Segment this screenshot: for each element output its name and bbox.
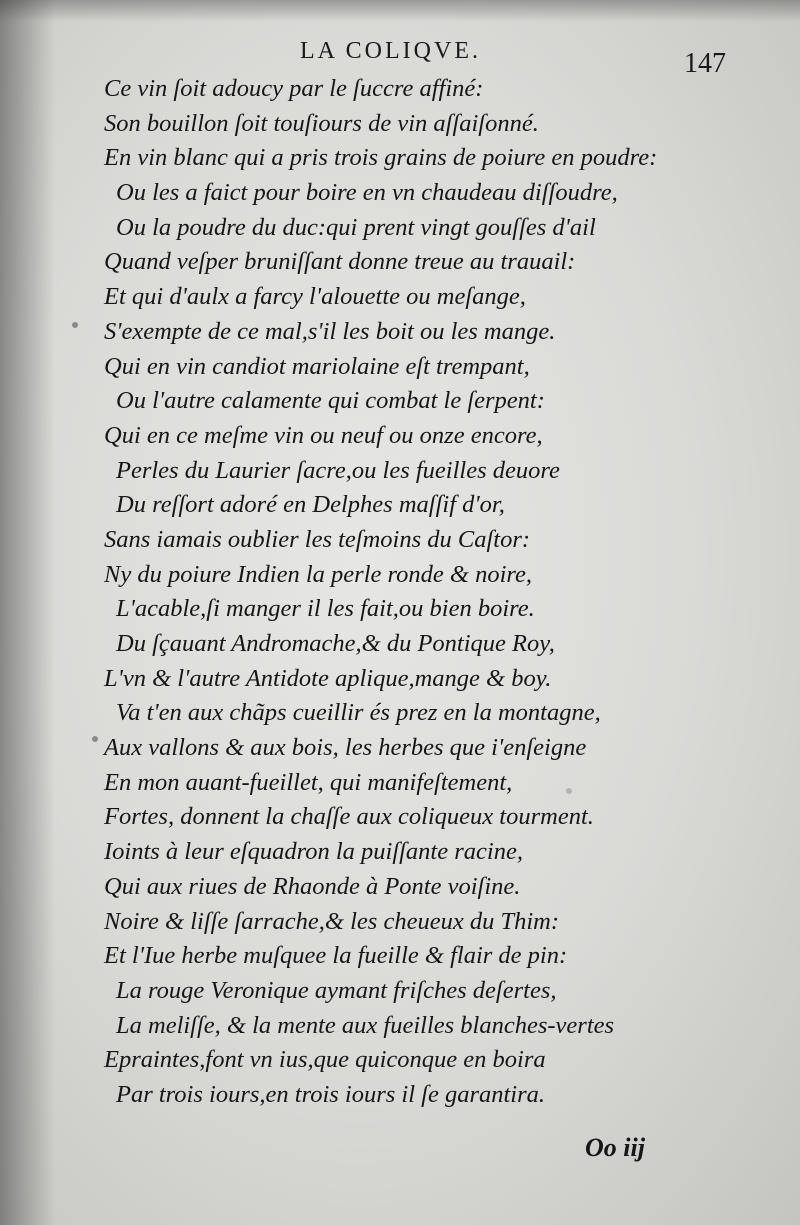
verse-line: S'exempte de ce mal,s'il les boit ou les mange.	[104, 317, 556, 345]
verse-line: Ioints à leur eſquadron la puiſſante racine,	[104, 838, 523, 866]
verse-line: En mon auant-fueillet, qui manifeſtement,	[104, 768, 513, 796]
verse-line: Et l'Iue herbe muſquee la fueille & flair de pin:	[104, 942, 568, 970]
verse-line: En vin blanc qui a pris trois grains de poiure en poudre:	[104, 144, 658, 172]
signature-mark: Oo iij	[585, 1133, 645, 1162]
verse-line: La meliſſe, & la mente aux fueilles blanches-vertes	[116, 1011, 615, 1039]
verse-line: Epraintes,font vn ius,que quiconque en boira	[104, 1046, 546, 1074]
verse-line: L'acable,ſi manger il les fait,ou bien boire.	[116, 595, 535, 623]
verse-line: La rouge Veronique aymant friſches deſertes,	[116, 976, 557, 1004]
verse-line: Ou la poudre du duc:qui prent vingt gouſſes d'ail	[116, 213, 596, 241]
verse-line: Ou les a faict pour boire en vn chaudeau diſſoudre,	[116, 179, 618, 207]
verse-line: Va t'en aux chãps cueillir és prez en la montagne,	[116, 699, 601, 727]
verse-line: Ce vin ſoit adoucy par le ſuccre affiné:	[104, 75, 484, 102]
verse-line: Ou l'autre calamente qui combat le ſerpent:	[116, 387, 545, 415]
verse-line: Ny du poiure Indien la perle ronde & noire,	[104, 560, 532, 588]
page-number: 147	[684, 48, 726, 79]
verse-line: Quand veſper bruniſſant donne treue au trauail:	[104, 248, 576, 276]
verse-line: Et qui d'aulx a farcy l'alouette ou meſange,	[104, 283, 526, 311]
verse-line: Qui en ce meſme vin ou neuf ou onze encore,	[104, 421, 543, 449]
verse-line: Noire & liſſe ſarrache,& les cheueux du Thim:	[104, 907, 559, 935]
verse-line: Du ſçauant Andromache,& du Pontique Roy,	[116, 630, 555, 657]
verse-line: Qui aux riues de Rhaonde à Ponte voiſine.	[104, 872, 521, 900]
verse-line: Qui en vin candiot mariolaine eſt trempant,	[104, 352, 530, 380]
verse-line: Fortes, donnent la chaſſe aux coliqueux tourment.	[104, 803, 594, 831]
gutter-shadow	[0, 0, 55, 1225]
top-edge-shadow	[0, 0, 800, 22]
poem-text	[104, 72, 704, 1113]
verse-line: Aux vallons & aux bois, les herbes que i'enſeigne	[104, 734, 587, 762]
ink-speck	[72, 322, 78, 328]
ink-speck	[566, 788, 572, 794]
ink-speck	[92, 736, 98, 742]
verse-line: Perles du Laurier ſacre,ou les fueilles deuore	[116, 456, 560, 484]
verse-line: Son bouillon ſoit touſiours de vin aſſaiſonné.	[104, 109, 539, 137]
verse-line: Du reſſort adoré en Delphes maſſif d'or,	[116, 491, 505, 519]
verse-line: L'vn & l'autre Antidote aplique,mange & boy.	[104, 664, 552, 692]
running-head: LA COLIQVE.	[300, 38, 481, 64]
verse-line: Par trois iours,en trois iours il ſe garantira.	[116, 1080, 546, 1108]
verse-line: Sans iamais oublier les teſmoins du Caſtor:	[104, 525, 531, 553]
